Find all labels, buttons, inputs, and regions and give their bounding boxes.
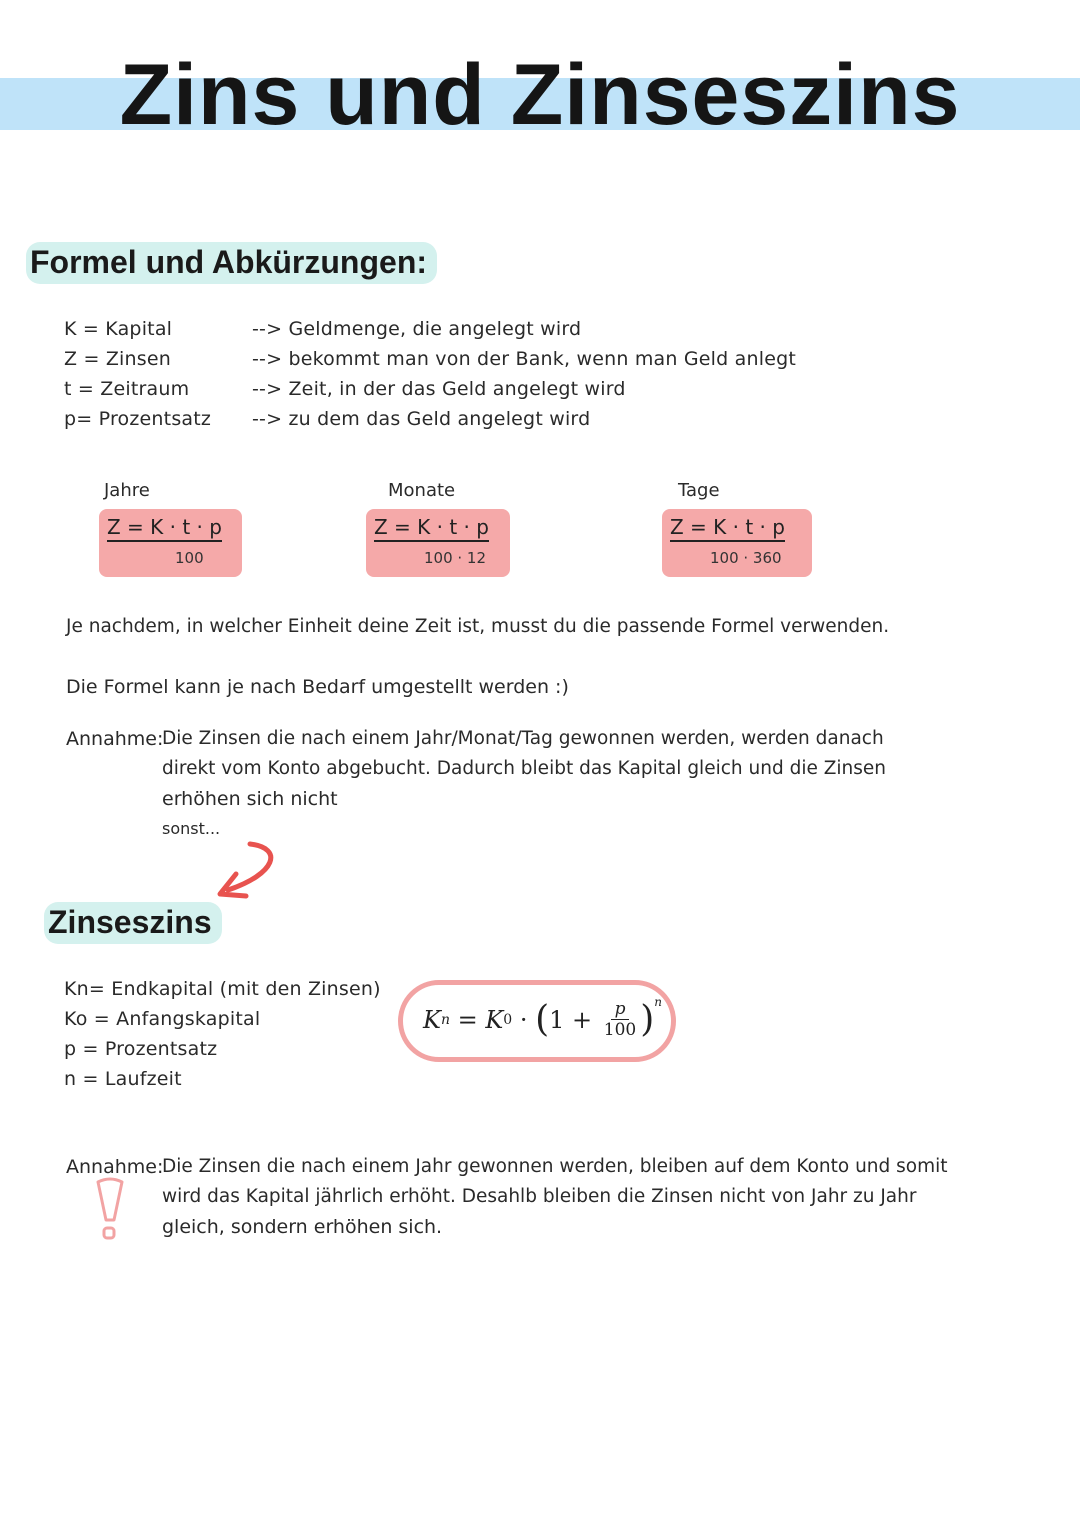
assumption-line: Die Zinsen die nach einem Jahr gewonnen werden, bleiben auf dem Konto und somit (162, 1156, 948, 1177)
section-heading-compound (44, 904, 222, 941)
assumption-label: Annahme: (66, 1156, 164, 1178)
formula-numerator: Z = K · t · p (374, 515, 489, 539)
assumption-line: Die Zinsen die nach einem Jahr/Monat/Tag gewonnen werden, werden danach (162, 728, 884, 749)
compound-formula: K n = K 0 · ( 1 + $\frac{p}{100}$ ) n (423, 995, 663, 1040)
formula-denominator: 100 (175, 549, 204, 567)
abbr-term: Z = Zinsen (64, 348, 171, 370)
note-rearrange: Die Formel kann je nach Bedarf umgestellt werden :) (66, 676, 569, 698)
formula-denominator: 100 · 12 (424, 549, 487, 567)
abbr-term: t = Zeitraum (64, 378, 190, 400)
section-heading-formulas (26, 244, 437, 281)
page-title: Zins und Zinseszins (119, 47, 961, 143)
assumption-line: direkt vom Konto abgebucht. Dadurch bleibt das Kapital gleich und die Zinsen (162, 758, 887, 779)
formula-label-days: Tage (678, 480, 720, 501)
abbr-term: K = Kapital (64, 318, 173, 340)
section-heading-text: Zinseszins (44, 902, 222, 944)
formula-box-days (662, 509, 812, 577)
formula-label-months: Monate (388, 480, 456, 501)
compound-formula-box (398, 980, 676, 1062)
assumption-label: Annahme: (66, 728, 164, 750)
abbr-desc: --> Zeit, in der das Geld angelegt wird (252, 378, 626, 400)
abbr-desc: --> Geldmenge, die angelegt wird (252, 318, 582, 340)
curved-arrow-icon (206, 838, 286, 904)
assumption-line: erhöhen sich nicht (162, 788, 338, 810)
formula-denominator: 100 · 360 (710, 549, 782, 567)
note-units: Je nachdem, in welcher Einheit deine Zeit ist, musst du die passende Formel verwenden. (66, 616, 890, 637)
assumption-line: wird das Kapital jährlich erhöht. Desahlb bleiben die Zinsen nicht von Jahr zu Jahr (162, 1186, 917, 1207)
assumption-line: sonst... (162, 819, 221, 838)
formula-numerator: Z = K · t · p (670, 515, 785, 539)
abbr-desc: --> zu dem das Geld angelegt wird (252, 408, 591, 430)
formula-box-years (99, 509, 242, 577)
abbr-desc: --> bekommt man von der Bank, wenn man Geld anlegt (252, 348, 797, 370)
compound-abbr: Kn= Endkapital (mit den Zinsen) (64, 978, 381, 1000)
compound-abbr: n = Laufzeit (64, 1068, 182, 1090)
formula-label-years: Jahre (104, 480, 150, 501)
assumption-line: gleich, sondern erhöhen sich. (162, 1216, 443, 1238)
section-heading-text: Formel und Abkürzungen: (26, 242, 437, 284)
formula-box-months (366, 509, 510, 577)
abbr-term: p= Prozentsatz (64, 408, 212, 430)
compound-abbr: p = Prozentsatz (64, 1038, 218, 1060)
formula-numerator: Z = K · t · p (107, 515, 222, 539)
compound-abbr: Ko = Anfangskapital (64, 1008, 261, 1030)
exclamation-icon (92, 1176, 128, 1242)
